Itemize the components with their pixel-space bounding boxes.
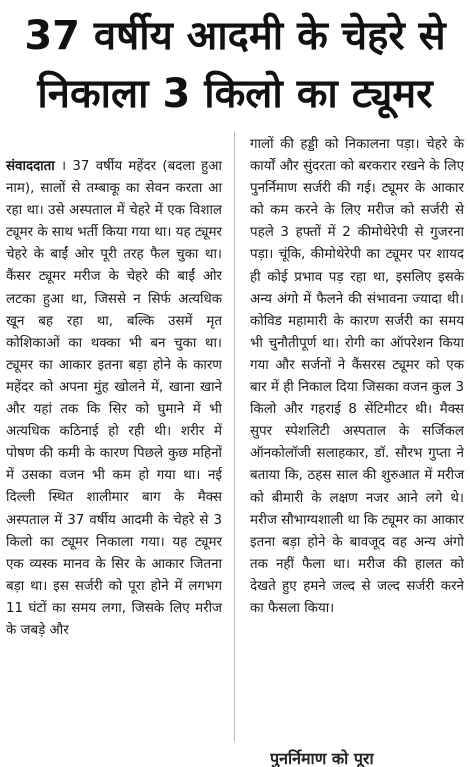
article-left-column xyxy=(6,156,222,642)
left-column-body: । 37 वर्षीय महेंदर (बदला हुआ नाम), सालों से तम्बाकू का सेवन करता आ रहा था। उसे अस्पताल में चेहरे में एक विशाल ट्यूमर के साथ भर्ती किया गया था। यह ट्यूमर चेहरे के बाईं ओर पूरी तरह फैल चुका था। कैंसर ट्यूमर मरीज के चेहरे की बाईं ओर लटका हुआ था, जिससे न सिर्फ अत्यधिक खून बह रहा था, बल्कि उसमें मृत कोशिकाओं का थक्का भी बन चुका था। ट्यूमर का आकार इतना बड़ा होने के कारण महेंदर को अपना मुंह खोलने में, खाना खाने और यहां तक कि सिर को घुमाने में भी अत्यधिक कठिनाई हो रही थी। शरीर में पोषण की कमी के कारण पिछले कुछ महिनों में उसका वजन भी कम हो गया था। नई दिल्ली स्थित शालीमार बाग के मैक्स अस्पताल में 37 वर्षीय आदमी के चेहरे से 3 किलो का ट्यूमर निकाला गया। यह ट्यूमर एक व्यस्क मानव के सिर के आकार जितना बड़ा था। इस सर्जरी को पूरा होने में लगभग 11 घंटों का समय लगा, जिसके लिए मरीज के जबड़े और xyxy=(6,159,222,638)
article-right-column xyxy=(250,134,464,620)
byline: संवाददाता xyxy=(6,159,55,174)
column-divider xyxy=(234,132,235,742)
next-article-fragment: पुनर्निमाण को पूरा xyxy=(270,749,374,767)
headline-line-2: निकाला 3 किलो का ट्यूमर xyxy=(37,71,433,117)
right-column-body: गालों की हड्डी को निकालना पड़ा। चेहरे के कार्यों और सुंदरता को बरकरार रखने के लिए पुनर्निमाण सर्जरी की गई। ट्यूमर के आकार को कम करने के लिए मरीज को सर्जरी से पहले 3 हफ्तों में 2 कीमोथेरेपी से गुजरना पड़ा। चूंकि, कीमोथेरेपी का ट्यूमर पर शायद ही कोई प्रभाव पड़ रहा था, इसलिए इसके अन्य अंगो में फैलने की संभावना ज्यादा थी। कोविड महामारी के कारण सर्जरी का समय भी चुनौतीपूर्ण था। रोगी का ऑपरेशन किया गया और सर्जनों ने कैंसरस ट्यूमर को एक बार में ही निकाल दिया जिसका वजन कुल 3 किलो और गहराई 8 सेंटिमीटर थी। मैक्स सुपर स्पेशलिटी अस्पताल के सर्जिकल ऑनकोलॉजी सलाहकार, डॉ. सौरभ गुप्ता ने बताया कि, ठहस साल की शुरुआत में मरीज को बीमारी के लक्षण नजर आने लगे थे। मरीज सौभाग्यशाली था कि ट्यूमर का आकार इतना बड़ा होने के बावजूद वह अन्य अंगो तक नहीं फैला था। मरीज की हालत को देखते हुए हमने जल्द से जल्द सर्जरी करने का फैसला किया। xyxy=(250,137,464,616)
headline-line-1: 37 वर्षीय आदमी के चेहरे से xyxy=(24,13,446,59)
